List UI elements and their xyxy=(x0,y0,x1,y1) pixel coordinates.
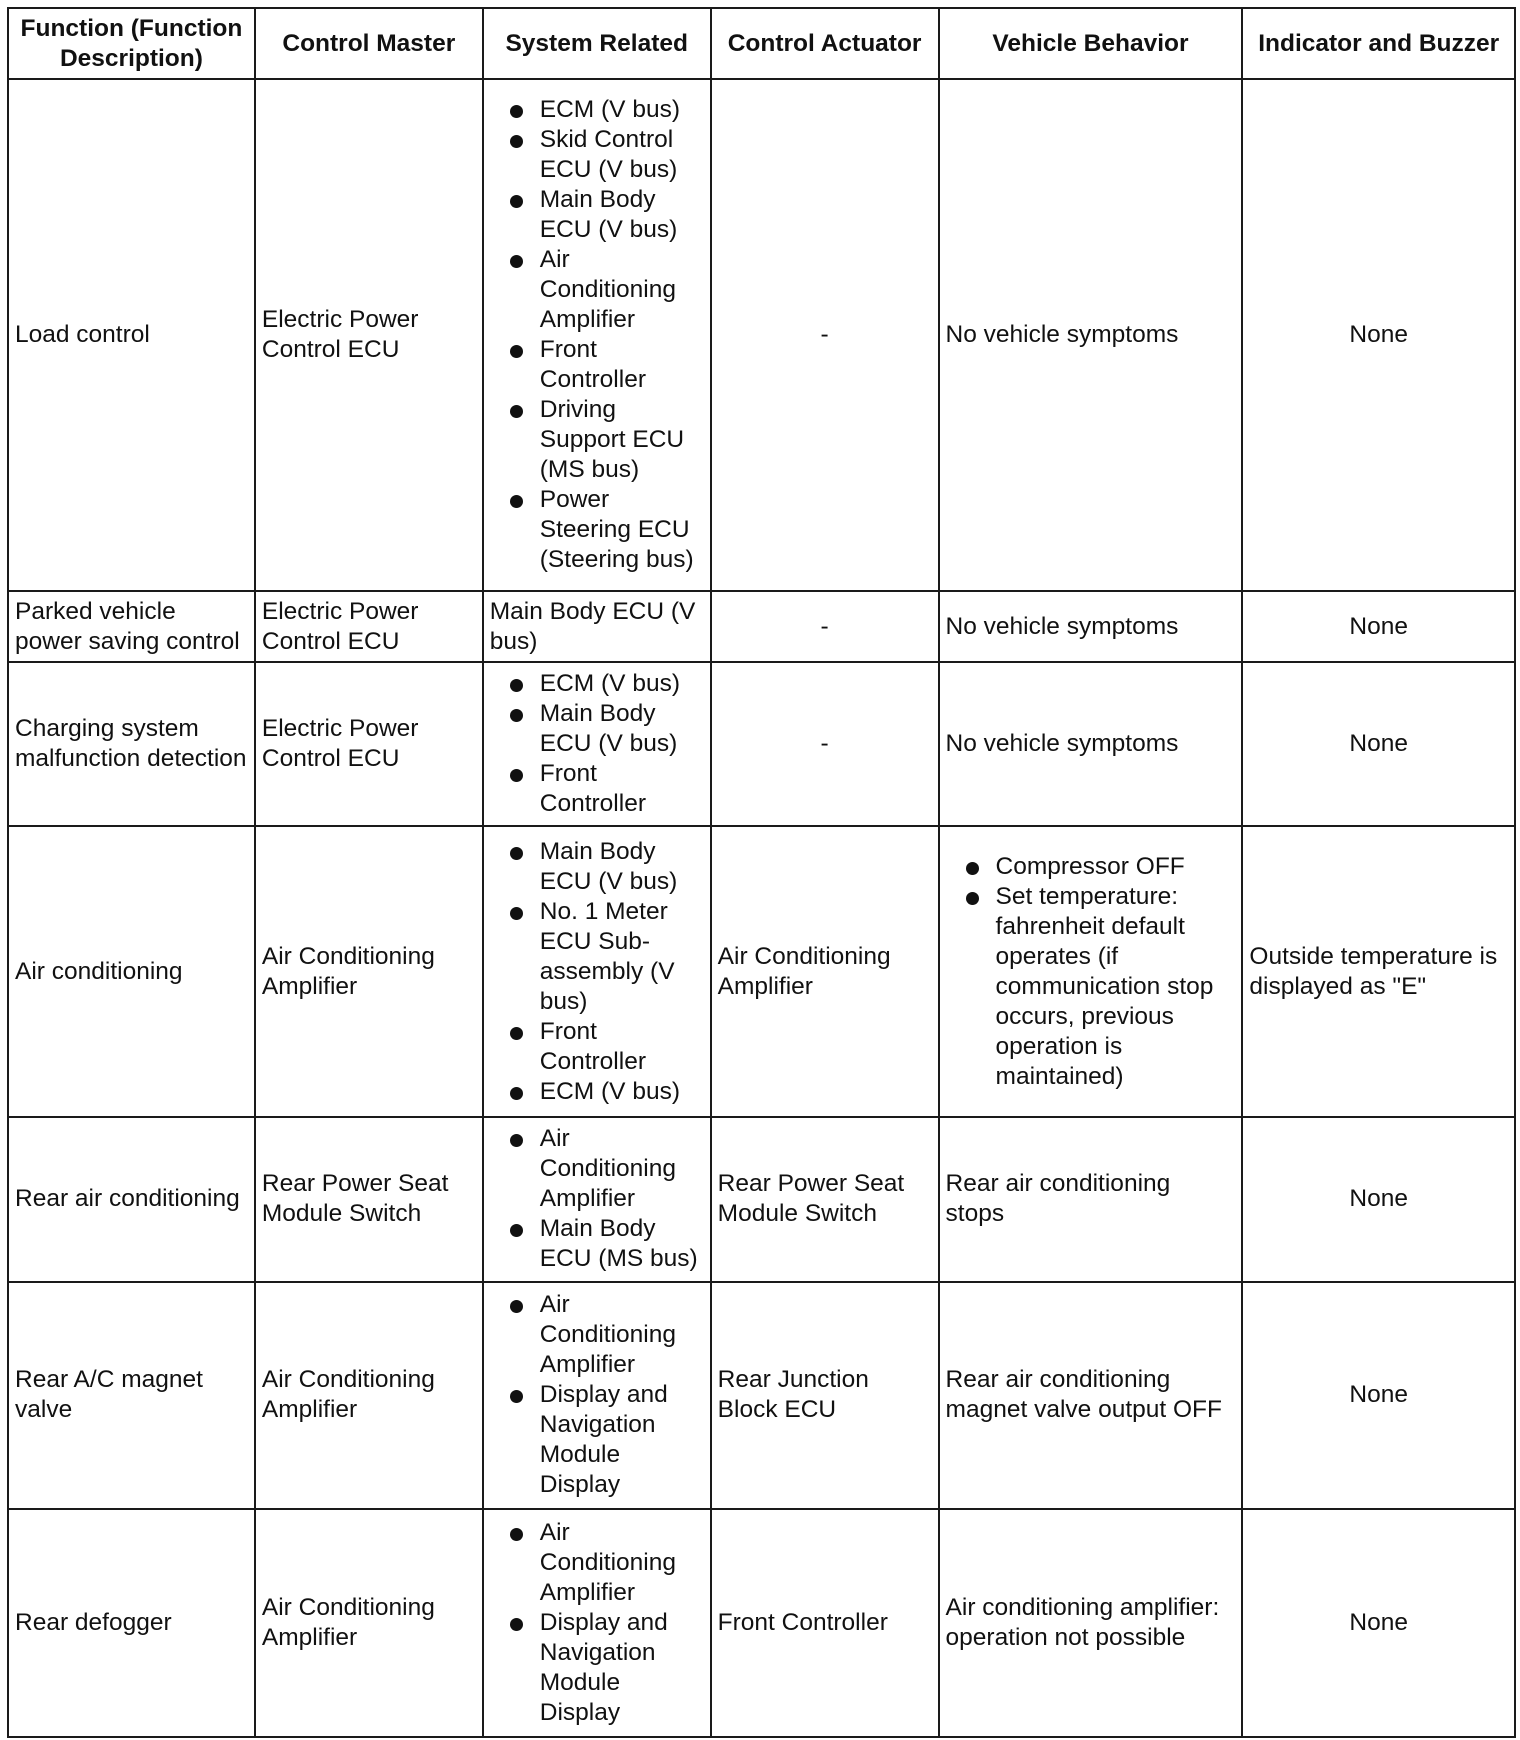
table-row xyxy=(8,591,1515,662)
table-row xyxy=(8,1509,1515,1737)
control-actuator-cell: Rear Power Seat Module Switch xyxy=(711,1117,939,1281)
system-related-cell xyxy=(483,79,711,591)
vehicle-behavior-cell: No vehicle symptoms xyxy=(939,591,1243,662)
vehicle-behavior-cell xyxy=(939,826,1243,1117)
list-item: ECM (V bus) xyxy=(490,669,704,699)
control-actuator-cell: Front Controller xyxy=(711,1509,939,1737)
system-related-list xyxy=(490,1124,704,1274)
table-row xyxy=(8,79,1515,591)
indicator-cell: None xyxy=(1242,79,1515,591)
header-function: Function (Function Description) xyxy=(8,8,255,79)
system-related-cell xyxy=(483,1117,711,1281)
system-related-list xyxy=(490,837,704,1107)
table-row xyxy=(8,1282,1515,1510)
list-item: Skid Control ECU (V bus) xyxy=(490,125,704,185)
list-item: Air Conditioning Amplifier xyxy=(490,1124,704,1214)
header-indicator: Indicator and Buzzer xyxy=(1242,8,1515,79)
system-related-list xyxy=(490,1518,704,1728)
function-cell: Rear A/C magnet valve xyxy=(8,1282,255,1510)
control-actuator-cell: - xyxy=(711,662,939,826)
vehicle-behavior-cell: Rear air conditioning stops xyxy=(939,1117,1243,1281)
list-item: Air Conditioning Amplifier xyxy=(490,1518,704,1608)
list-item: Display and Navigation Module Display xyxy=(490,1380,704,1500)
function-cell: Charging system malfunction detection xyxy=(8,662,255,826)
indicator-cell: Outside temperature is displayed as "E" xyxy=(1242,826,1515,1117)
control-master-cell: Electric Power Control ECU xyxy=(255,591,483,662)
function-cell: Load control xyxy=(8,79,255,591)
system-related-cell xyxy=(483,1282,711,1510)
list-item: Compressor OFF xyxy=(946,852,1236,882)
vehicle-behavior-list xyxy=(946,852,1236,1092)
vehicle-behavior-cell: No vehicle symptoms xyxy=(939,662,1243,826)
list-item: Power Steering ECU (Steering bus) xyxy=(490,485,704,575)
system-related-list xyxy=(490,1290,704,1500)
table-row xyxy=(8,826,1515,1117)
list-item: Front Controller xyxy=(490,759,704,819)
control-actuator-cell: - xyxy=(711,79,939,591)
list-item: Air Conditioning Amplifier xyxy=(490,1290,704,1380)
control-actuator-cell: Air Conditioning Amplifier xyxy=(711,826,939,1117)
function-cell: Rear air conditioning xyxy=(8,1117,255,1281)
header-control-master: Control Master xyxy=(255,8,483,79)
control-master-cell: Air Conditioning Amplifier xyxy=(255,1509,483,1737)
indicator-cell: None xyxy=(1242,1117,1515,1281)
indicator-cell: None xyxy=(1242,1282,1515,1510)
system-related-cell xyxy=(483,826,711,1117)
list-item: ECM (V bus) xyxy=(490,95,704,125)
indicator-cell: None xyxy=(1242,1509,1515,1737)
indicator-cell: None xyxy=(1242,662,1515,826)
list-item: Front Controller xyxy=(490,335,704,395)
list-item: Air Conditioning Amplifier xyxy=(490,245,704,335)
list-item: ECM (V bus) xyxy=(490,1077,704,1107)
control-master-cell: Air Conditioning Amplifier xyxy=(255,826,483,1117)
control-actuator-cell: - xyxy=(711,591,939,662)
control-master-cell: Air Conditioning Amplifier xyxy=(255,1282,483,1510)
table-row xyxy=(8,1117,1515,1281)
list-item: Main Body ECU (V bus) xyxy=(490,699,704,759)
list-item: Display and Navigation Module Display xyxy=(490,1608,704,1728)
function-cell: Air conditioning xyxy=(8,826,255,1117)
function-table xyxy=(7,7,1516,1738)
system-related-list xyxy=(490,95,704,575)
indicator-cell: None xyxy=(1242,591,1515,662)
vehicle-behavior-cell: Air conditioning amplifier: operation not possible xyxy=(939,1509,1243,1737)
table-row xyxy=(8,662,1515,826)
header-row xyxy=(8,8,1515,79)
vehicle-behavior-cell: No vehicle symptoms xyxy=(939,79,1243,591)
system-related-cell xyxy=(483,1509,711,1737)
system-related-cell xyxy=(483,662,711,826)
list-item: Driving Support ECU (MS bus) xyxy=(490,395,704,485)
control-master-cell: Electric Power Control ECU xyxy=(255,79,483,591)
control-master-cell: Electric Power Control ECU xyxy=(255,662,483,826)
control-actuator-cell: Rear Junction Block ECU xyxy=(711,1282,939,1510)
vehicle-behavior-cell: Rear air conditioning magnet valve output OFF xyxy=(939,1282,1243,1510)
header-vehicle-behavior: Vehicle Behavior xyxy=(939,8,1243,79)
list-item: Main Body ECU (MS bus) xyxy=(490,1214,704,1274)
list-item: Front Controller xyxy=(490,1017,704,1077)
header-system-related: System Related xyxy=(483,8,711,79)
function-cell: Parked vehicle power saving control xyxy=(8,591,255,662)
control-master-cell: Rear Power Seat Module Switch xyxy=(255,1117,483,1281)
function-cell: Rear defogger xyxy=(8,1509,255,1737)
list-item: Main Body ECU (V bus) xyxy=(490,837,704,897)
list-item: No. 1 Meter ECU Sub-assembly (V bus) xyxy=(490,897,704,1017)
list-item: Set temperature: fahrenheit default operates (if communication stop occurs, previous operation is maintained) xyxy=(946,882,1236,1092)
list-item: Main Body ECU (V bus) xyxy=(490,185,704,245)
system-related-cell: Main Body ECU (V bus) xyxy=(483,591,711,662)
system-related-list xyxy=(490,669,704,819)
header-control-actuator: Control Actuator xyxy=(711,8,939,79)
